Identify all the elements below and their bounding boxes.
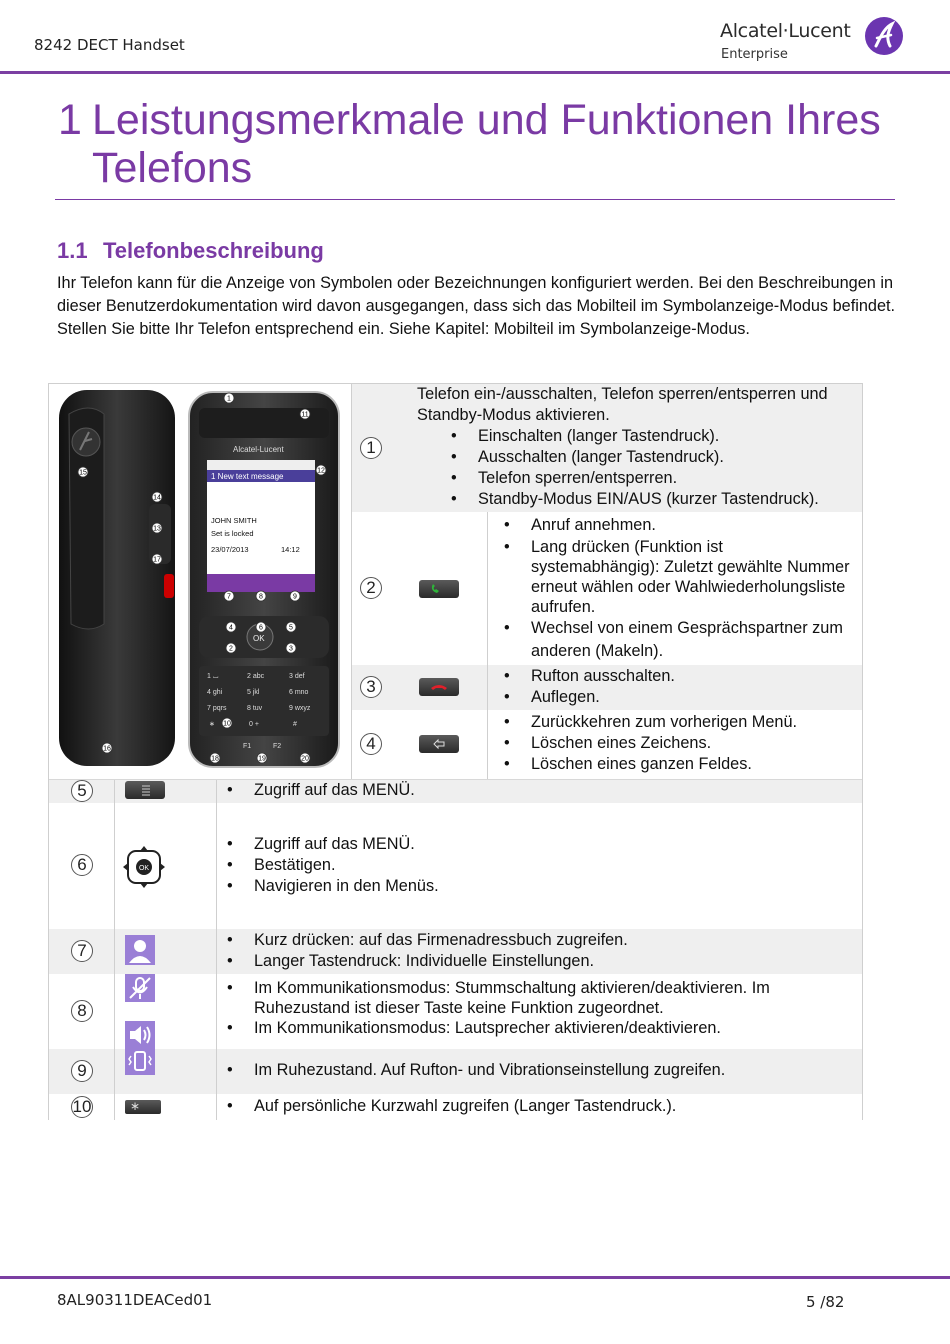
row-5-content: [217, 780, 847, 801]
row-10-bullet: • Auf persönliche Kurzwahl zugreifen (Langer Tastendruck.).: [217, 1096, 847, 1117]
alcatel-logo-icon: [864, 16, 904, 56]
svg-text:11: 11: [301, 411, 309, 419]
chapter-number: 1: [58, 96, 82, 144]
svg-text:15: 15: [79, 469, 87, 477]
row-number: 4: [360, 733, 382, 755]
row-7-bullet: • Kurz drücken: auf das Firmenadressbuch zugreifen.: [217, 930, 847, 951]
brand-name: Alcatel·Lucent: [720, 20, 851, 42]
call-answer-key-icon: [419, 580, 459, 598]
row-6-content: [217, 834, 847, 897]
row-6-bullet: • Zugriff auf das MENÜ.: [217, 834, 847, 855]
row-4-bullet: • Löschen eines Zeichens.: [494, 733, 854, 754]
row-number: 5: [71, 780, 93, 802]
chapter-title-line1: Leistungsmerkmale und Funktionen Ihres: [92, 96, 881, 144]
row-number: 7: [71, 940, 93, 962]
svg-text:#: #: [293, 721, 297, 728]
row-8-bullet: • Im Kommunikationsmodus: Lautsprecher aktivieren/deaktivieren.: [217, 1018, 847, 1039]
document-reference: 8AL90311DEACed01: [57, 1291, 213, 1309]
hang-up-key-icon: [419, 678, 459, 696]
row-number: 8: [71, 1000, 93, 1022]
svg-text:3: 3: [289, 645, 293, 653]
handset-brand: Alcatel-Lucent: [233, 445, 284, 454]
row-5-bullet: • Zugriff auf das MENÜ.: [217, 780, 847, 801]
row-number: 2: [360, 577, 382, 599]
row-2-bullet: • Lang drücken (Funktion ist systemabhängig): Zuletzt gewählte Nummer erneut wählen oder Wahlwiederholungsliste aufrufen.: [494, 537, 854, 617]
row-4-bullet: • Zurückkehren zum vorherigen Menü.: [494, 712, 854, 733]
row-10-content: [217, 1096, 847, 1117]
row-2-bullet: • Wechsel von einem Gesprächspartner zum anderen (Makeln).: [494, 617, 854, 663]
star-key-label: ∗: [130, 1099, 141, 1113]
row-8-content: [217, 978, 847, 1039]
row-7-content: [217, 930, 847, 972]
svg-text:7: 7: [227, 593, 231, 601]
intro-paragraph: Ihr Telefon kann für die Anzeige von Symbolen oder Bezeichnungen konfiguriert werden. Bei den Beschreibungen in dieser Benutzerdokumentation wird davon ausgegangen, dass sich das Mobilteil im Symbolanzeige-Modus befindet. Stellen Sie bitte Ihr Telefon entsprechend ein. Siehe Kapitel: Mobilteil im Symbolanzeige-Modus.: [57, 274, 896, 338]
svg-text:6: 6: [259, 624, 263, 632]
vibration-ring-icon: [125, 1047, 155, 1075]
section-number: 1.1: [57, 238, 88, 263]
svg-text:18: 18: [211, 755, 219, 763]
svg-text:10: 10: [223, 720, 231, 728]
row-9-bullet: • Im Ruhezustand. Auf Rufton- und Vibrationseinstellung zugreifen.: [217, 1060, 847, 1081]
svg-text:2 abc: 2 abc: [247, 673, 265, 680]
chapter-divider: [55, 199, 895, 200]
row-9-content: [217, 1060, 847, 1081]
screen-date: 23/07/2013: [211, 545, 249, 554]
row-1-bullet: • Ausschalten (langer Tastendruck).: [441, 447, 857, 468]
brand-logo: [720, 16, 910, 68]
svg-text:8: 8: [259, 593, 263, 601]
row-1-bullet: • Standby-Modus EIN/AUS (kurzer Tastendruck).: [441, 489, 857, 510]
document-title: 8242 DECT Handset: [34, 36, 185, 54]
row-4-content: [494, 712, 854, 775]
section-heading: [57, 238, 324, 264]
back-key-icon: [419, 735, 459, 753]
navigator-ok-icon: [122, 845, 166, 889]
row-1-intro: Telefon ein-/ausschalten, Telefon sperren/entsperren und Standby-Modus aktivieren.: [417, 385, 828, 424]
row-4-bullet: • Löschen eines ganzen Feldes.: [494, 754, 854, 775]
svg-text:17: 17: [153, 556, 161, 564]
chapter-title-line2: Telefons: [92, 144, 253, 192]
svg-text:F2: F2: [273, 743, 282, 750]
section-title: Telefonbeschreibung: [103, 238, 324, 263]
svg-text:14: 14: [153, 494, 161, 502]
svg-text:20: 20: [301, 755, 309, 763]
svg-text:6 mno: 6 mno: [289, 689, 309, 696]
col-divider: [487, 512, 488, 779]
row-number: 9: [71, 1060, 93, 1082]
header-divider: [0, 71, 950, 74]
svg-text:16: 16: [103, 745, 111, 753]
speaker-icon: [125, 1021, 155, 1049]
svg-text:9 wxyz: 9 wxyz: [289, 705, 311, 712]
svg-text:12: 12: [317, 467, 325, 475]
screen-name: JOHN SMITH: [211, 516, 257, 525]
screen-message: 1 New text message: [211, 472, 284, 481]
svg-text:19: 19: [258, 755, 266, 763]
nav-ok-label: OK: [253, 634, 265, 643]
svg-text:3 def: 3 def: [289, 673, 305, 680]
svg-text:F1: F1: [243, 743, 252, 750]
row-1-bullet: • Telefon sperren/entsperren.: [441, 468, 857, 489]
row-6-bullet: • Bestätigen.: [217, 855, 847, 876]
svg-text:1 ⌴: 1 ⌴: [207, 673, 219, 680]
screen-status: Set is locked: [211, 529, 254, 538]
row-1-content: [417, 384, 857, 510]
svg-text:13: 13: [153, 525, 161, 533]
row-number: 6: [71, 854, 93, 876]
svg-text:9: 9: [293, 593, 297, 601]
menu-key-icon: [125, 781, 165, 799]
svg-text:4: 4: [229, 624, 233, 632]
row-number: 10: [72, 1097, 92, 1116]
row-8-bullet: • Im Kommunikationsmodus: Stummschaltung aktivieren/deaktivieren. Im Ruhezustand ist dieser Taste keine Funktion zugeordnet.: [217, 978, 847, 1018]
brand-subtitle: Enterprise: [721, 47, 788, 62]
svg-text:7 pqrs: 7 pqrs: [207, 705, 227, 712]
svg-text:8 tuv: 8 tuv: [247, 705, 263, 712]
mute-icon: [125, 974, 155, 1002]
svg-text:5 jkl: 5 jkl: [247, 689, 260, 696]
svg-text:2: 2: [229, 645, 233, 653]
svg-text:1: 1: [227, 395, 231, 403]
row-1-bullet: • Einschalten (langer Tastendruck).: [441, 426, 857, 447]
row-6-bullet: • Navigieren in den Menüs.: [217, 876, 847, 897]
svg-text:4 ghi: 4 ghi: [207, 689, 223, 696]
row-7-bullet: • Langer Tastendruck: Individuelle Einstellungen.: [217, 951, 847, 972]
star-key-icon: [125, 1100, 161, 1114]
row-number: 1: [360, 437, 382, 459]
row-3-content: [494, 666, 854, 708]
row-3-bullet: • Auflegen.: [494, 687, 854, 708]
feature-table: [48, 383, 863, 1120]
handset-image: [49, 384, 351, 779]
svg-text:5: 5: [289, 624, 293, 632]
row-number: 3: [360, 676, 382, 698]
svg-text:∗: ∗: [209, 721, 215, 728]
row-3-bullet: • Rufton ausschalten.: [494, 666, 854, 687]
col-divider: [114, 779, 115, 1120]
col-divider: [351, 384, 352, 779]
navigator-ok-label: OK: [138, 865, 150, 872]
chapter-heading: [58, 96, 898, 192]
row-2-content: [494, 515, 854, 663]
svg-text:0 +: 0 +: [249, 721, 259, 728]
screen-time: 14:12: [281, 545, 300, 554]
contacts-person-icon: [125, 935, 155, 965]
page-number: 5 /82: [806, 1293, 845, 1311]
row-2-bullet: • Anruf annehmen.: [494, 515, 854, 536]
footer-divider: [0, 1276, 950, 1279]
